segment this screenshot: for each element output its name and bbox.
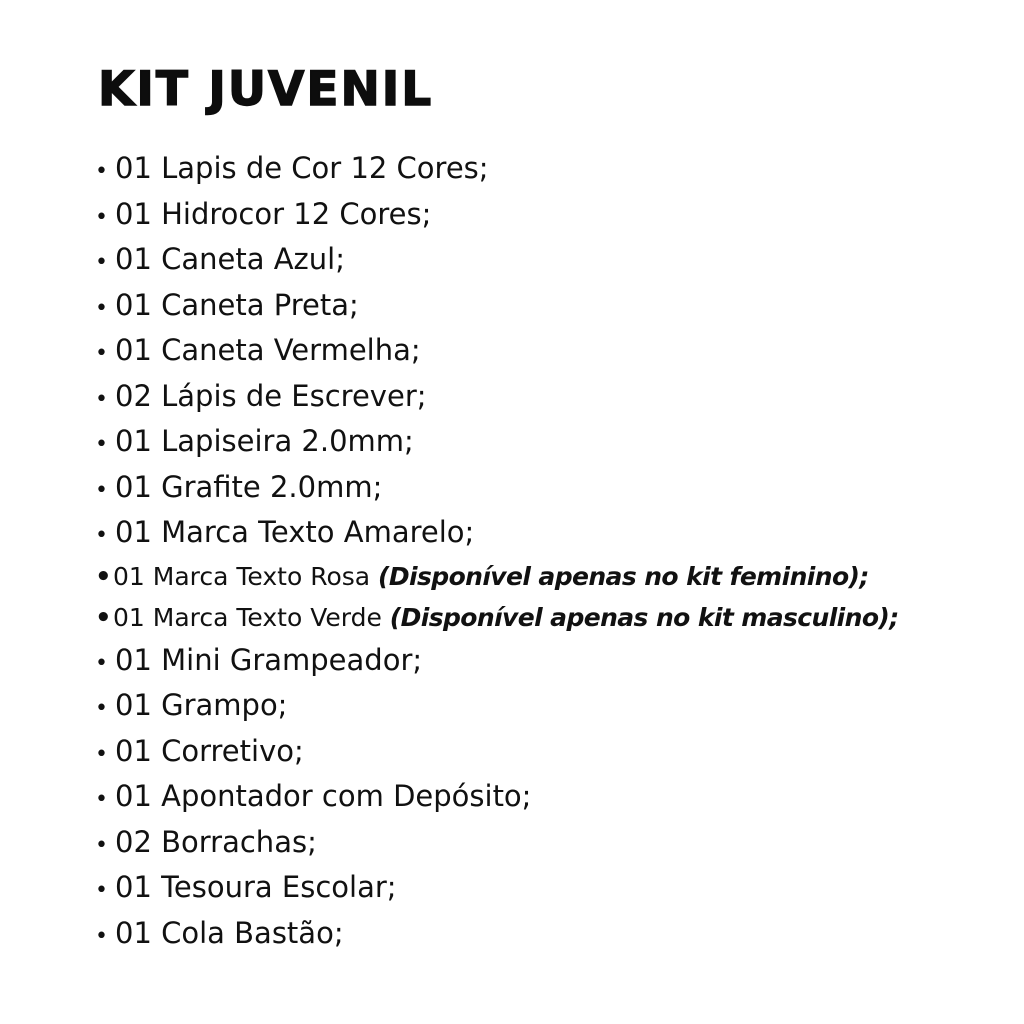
bullet-icon: • (95, 832, 108, 858)
bullet-icon: • (95, 432, 108, 457)
item-text: 01 Grampo; (115, 688, 288, 722)
item-text: 02 Borrachas; (115, 824, 317, 859)
bullet-icon: • (95, 250, 108, 275)
item-text: 01 Marca Texto Amarelo; (115, 515, 475, 549)
list-item (95, 638, 899, 684)
list-item (95, 510, 899, 556)
bullet-icon: • (95, 923, 108, 949)
item-text: 01 Lapiseira 2.0mm; (115, 424, 414, 458)
bullet-icon: • (95, 787, 108, 812)
bullet-icon: • (95, 295, 108, 321)
list-item (95, 556, 899, 597)
list-item (95, 328, 899, 374)
item-text: 01 Apontador com Depósito; (115, 779, 532, 813)
list-item (95, 237, 899, 283)
item-text: 01 Caneta Vermelha; (115, 333, 421, 367)
supply-list (95, 146, 899, 956)
bullet-icon: • (95, 741, 108, 767)
list-item (95, 283, 899, 329)
item-text: 01 Caneta Azul; (115, 242, 345, 276)
list-item (95, 146, 899, 192)
item-text: 01 Mini Grampeador; (115, 642, 423, 677)
bullet-icon: • (95, 523, 108, 548)
item-text: 01 Hidrocor 12 Cores; (115, 196, 432, 231)
item-text: 01 Marca Texto Verde (113, 602, 382, 632)
item-text: 01 Cola Bastão; (115, 915, 344, 950)
list-item (95, 192, 899, 238)
list-item (95, 774, 899, 820)
list-item (95, 374, 899, 420)
bullet-icon: • (95, 878, 108, 903)
list-item (95, 683, 899, 729)
item-text: 01 Caneta Preta; (115, 287, 359, 322)
list-item (95, 729, 899, 775)
bullet-icon: • (95, 477, 108, 503)
bullet-icon: • (95, 159, 108, 184)
item-text: 01 Marca Texto Rosa (113, 561, 371, 591)
list-item (95, 911, 899, 957)
bullet-icon: • (95, 341, 108, 366)
bullet-icon: • (95, 696, 108, 721)
page-title: KIT JUVENIL (98, 62, 434, 117)
list-item (95, 865, 899, 911)
list-item (95, 465, 899, 511)
availability-note: (Disponível apenas no kit feminino); (378, 561, 869, 591)
list-item (95, 820, 899, 866)
list-item (95, 597, 899, 638)
item-text: 01 Corretivo; (115, 733, 304, 768)
bullet-icon: • (95, 204, 108, 230)
item-text: 01 Grafite 2.0mm; (115, 469, 383, 504)
item-text: 01 Tesoura Escolar; (115, 870, 397, 904)
bullet-icon: • (95, 650, 108, 676)
bullet-icon: • (95, 561, 112, 592)
availability-note: (Disponível apenas no kit masculino); (389, 602, 899, 632)
bullet-icon: • (95, 386, 108, 412)
item-text: 01 Lapis de Cor 12 Cores; (115, 151, 489, 185)
item-text: 02 Lápis de Escrever; (115, 378, 427, 413)
list-item (95, 419, 899, 465)
bullet-icon: • (95, 602, 112, 633)
